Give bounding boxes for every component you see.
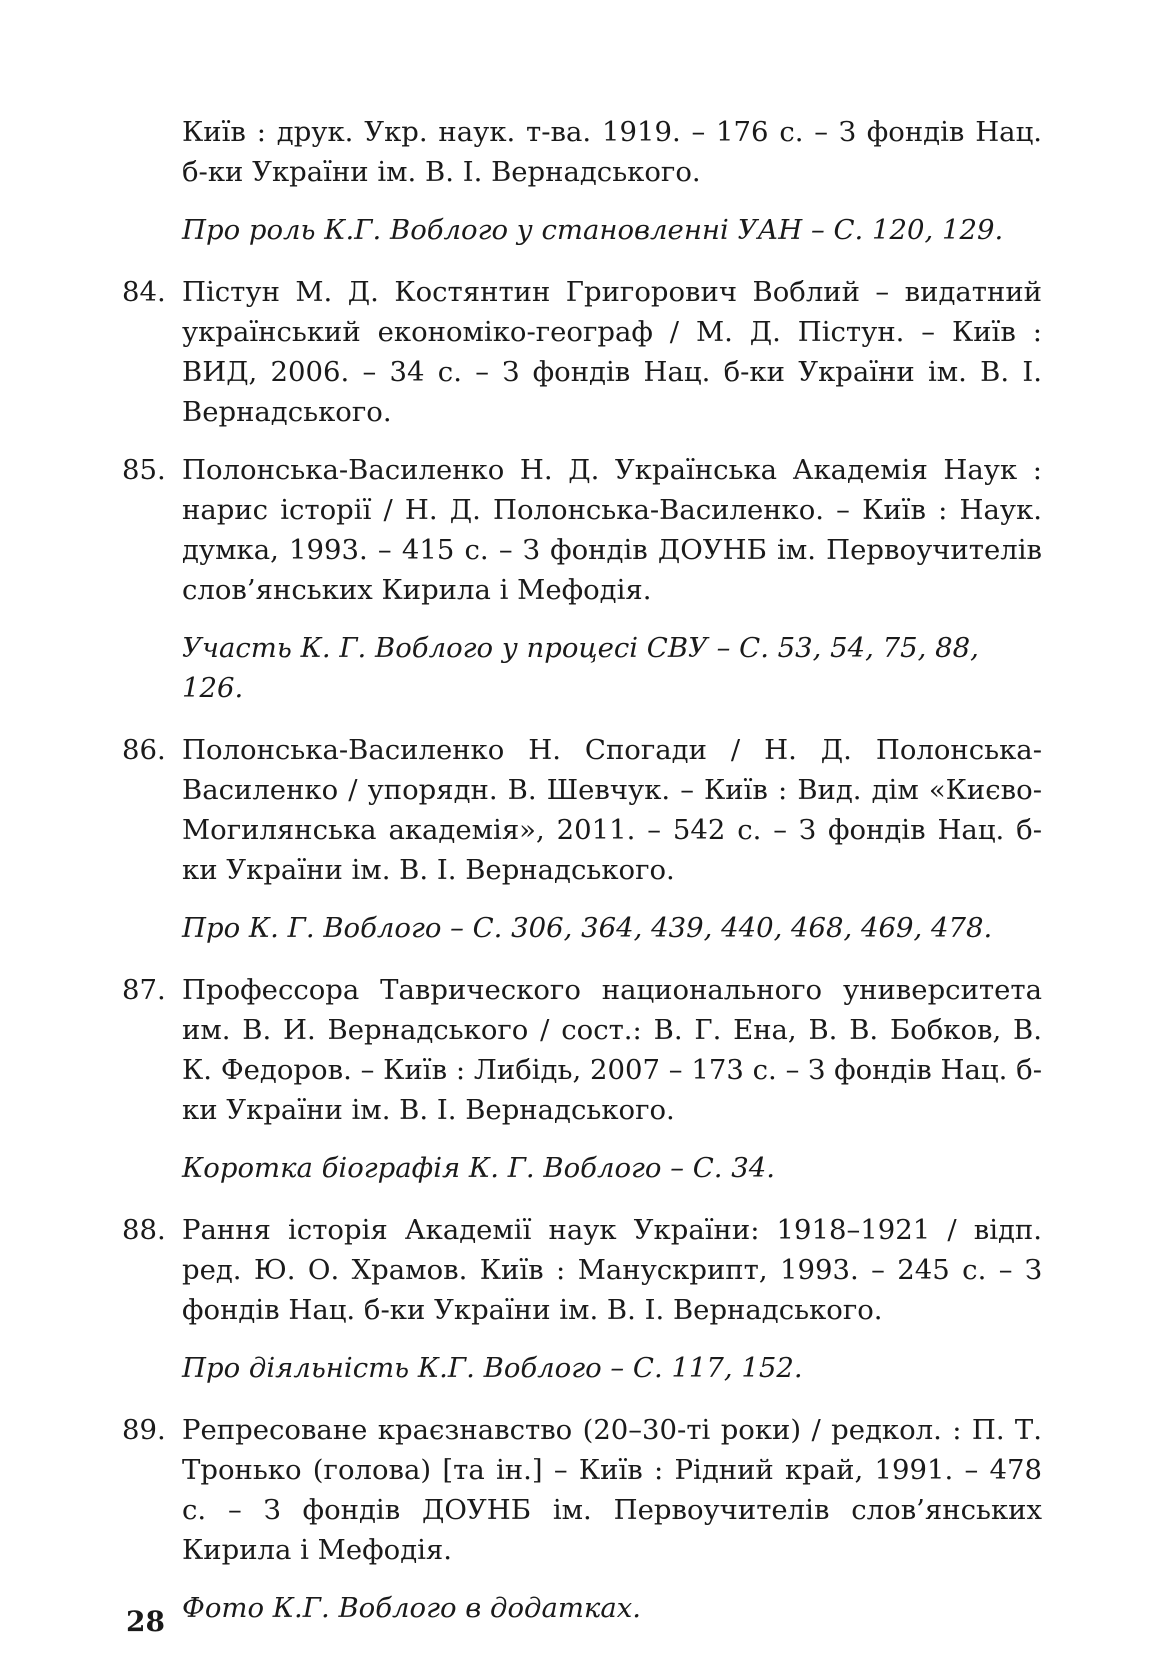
bibliography-entry-84 (122, 272, 1042, 432)
entry-number: 86. (122, 734, 166, 766)
entry-note: Фото К.Г. Воблого в додатках. (182, 1592, 641, 1624)
entry-note: Про діяльність К.Г. Воблого – С. 117, 152. (182, 1352, 803, 1384)
entry-continuation-text: Київ : друк. Укр. наук. т-ва. 1919. – 176 с. – З фондів Нац. б-ки України ім. В. І. Вернадського. (182, 116, 1042, 188)
entry-number: 89. (122, 1414, 166, 1446)
entry-text: Рання історія Академії наук України: 1918–1921 / відп. ред. Ю. О. Храмов. Київ : Манускрипт, 1993. – 245 с. – З фондів Нац. б-ки України ім. В. І. Вернадського. (182, 1214, 1042, 1326)
entry-number: 85. (122, 454, 166, 486)
entry-text: Полонська-Василенко Н. Д. Українська Академія Наук : нарис історії / Н. Д. Полонська-Василенко. – Київ : Наук. думка, 1993. – 415 с. – З фондів ДОУНБ ім. Первоучителів слов’янських Кирила і Мефодія. (182, 454, 1042, 606)
entry-number: 84. (122, 276, 166, 308)
page-body (122, 112, 1042, 1650)
entry-text: Пістун М. Д. Костянтин Григорович Воблий – видатний український економіко-географ / М. Д. Пістун. – Київ : ВИД, 2006. – 34 с. – З фондів Нац. б-ки України ім. В. І. Вернадського. (182, 276, 1042, 428)
bibliography-entry-85 (122, 450, 1042, 610)
entry-continuation-note: Про роль К.Г. Воблого у становленні УАН – С. 120, 129. (182, 214, 1004, 246)
entry-note: Про К. Г. Воблого – С. 306, 364, 439, 440, 468, 469, 478. (182, 912, 993, 944)
entry-continuation (182, 112, 1042, 192)
bibliography-entry-89 (122, 1410, 1042, 1570)
entry-note: Коротка біографія К. Г. Воблого – С. 34. (182, 1152, 775, 1184)
entry-text: Репресоване краєзнавство (20–30-ті роки) / редкол. : П. Т. Тронько (голова) [та ін.] – Київ : Рідний край, 1991. – 478 с. – З фондів ДОУНБ ім. Первоучителів слов’янських Кирила і Мефодія. (182, 1414, 1042, 1566)
entry-number: 87. (122, 974, 166, 1006)
entry-text: Полонська-Василенко Н. Спогади / Н. Д. Полонська-Василенко / упорядн. В. Шевчук. – Київ : Вид. дім «Києво-Могилянська академія», 2011. – 542 с. – З фондів Нац. б-ки України ім. В. І. Вернадського. (182, 734, 1042, 886)
bibliography-entry-86 (122, 730, 1042, 890)
bibliography-entry-87 (122, 970, 1042, 1130)
entry-number: 88. (122, 1214, 166, 1246)
page-number: 28 (126, 1605, 165, 1638)
entry-note: Участь К. Г. Воблого у процесі СВУ – С. 53, 54, 75, 88, 126. (182, 632, 979, 704)
bibliography-entry-88 (122, 1210, 1042, 1330)
entry-text: Профессора Таврического национального университета им. В. И. Вернадського / сост.: В. Г. Ена, В. В. Бобков, В. К. Федоров. – Київ : Либідь, 2007 – 173 с. – З фондів Нац. б-ки України ім. В. І. Вернадського. (182, 974, 1042, 1126)
